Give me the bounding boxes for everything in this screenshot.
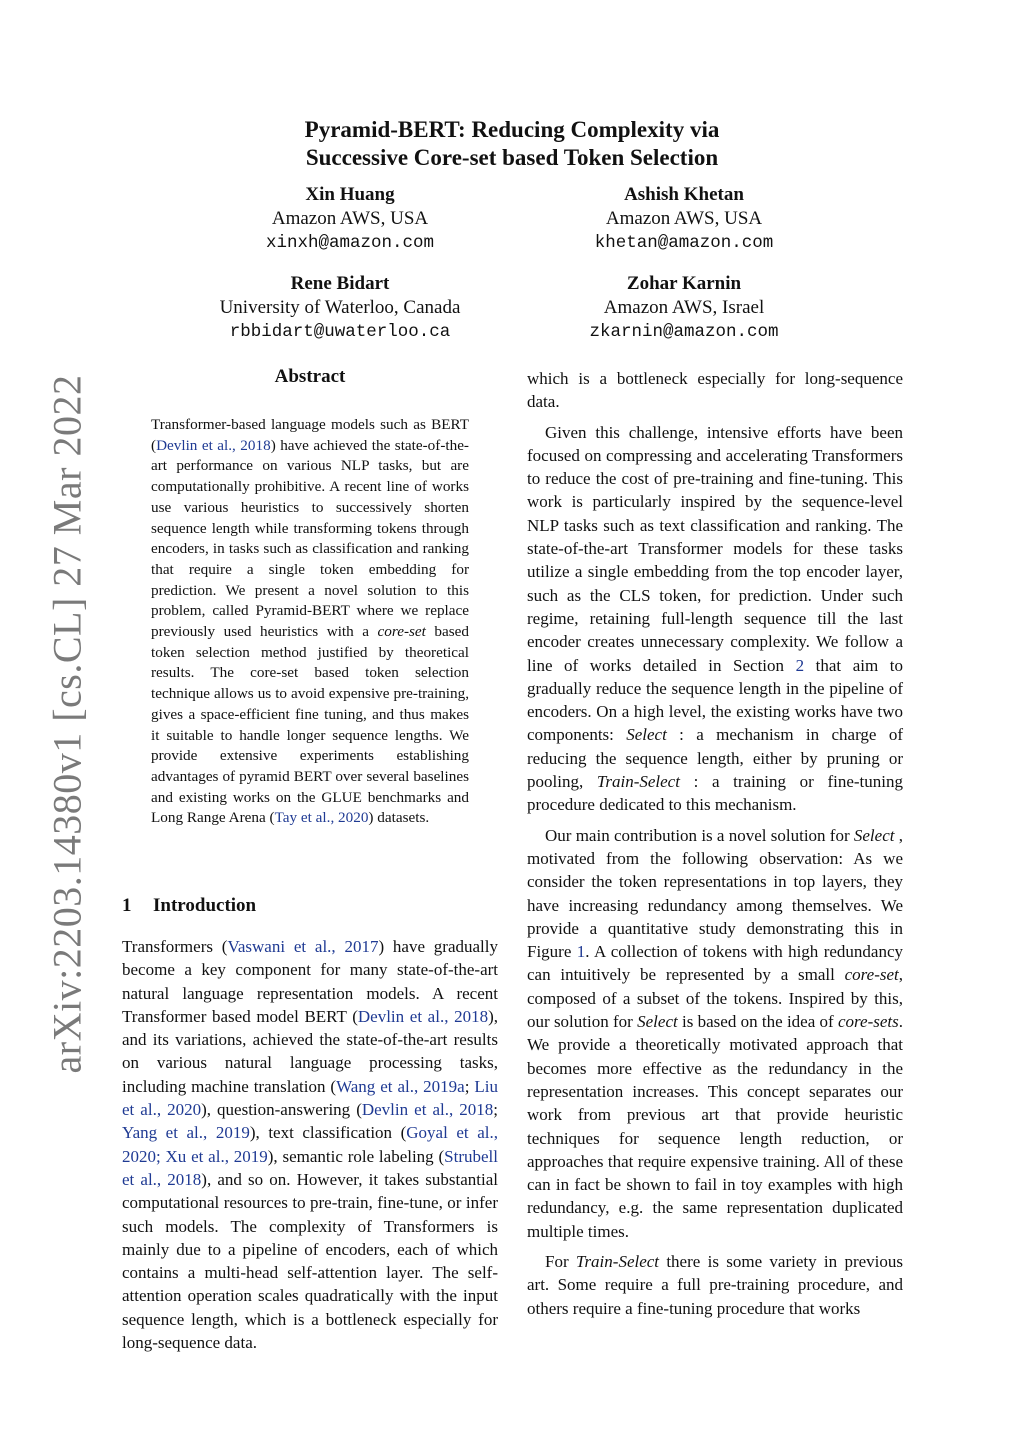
body-text-run: is based on the idea of — [677, 1012, 838, 1032]
citation-link[interactable]: Yang et al., 2019 — [122, 1123, 250, 1143]
emphasis-term: Select — [637, 1012, 678, 1032]
section-title: Introduction — [153, 895, 257, 916]
citation-link[interactable]: Devlin et al., 2018 — [361, 1100, 494, 1120]
author-email[interactable]: xinxh@amazon.com — [265, 233, 435, 253]
body-text-run: which is a bottleneck especially for long-sequence data. — [527, 369, 903, 412]
author-block — [160, 272, 520, 344]
emphasis-term: core-set — [377, 623, 426, 641]
author-email[interactable]: zkarnin@amazon.com — [589, 322, 779, 342]
citation-link[interactable]: Strubell et al., 2018 — [122, 1146, 498, 1189]
body-text-run: : a mechanism in charge of reducing the sequence length, either by pruning or pooling, — [527, 725, 903, 792]
intro-paragraph-1 — [122, 935, 498, 1354]
intro-paragraph-4 — [527, 1250, 903, 1320]
body-text-run: Our main contribution is a novel solution for — [545, 825, 854, 845]
author-block — [504, 272, 864, 344]
body-text-run: For — [545, 1251, 576, 1271]
author-affiliation: Amazon AWS, Israel — [603, 297, 765, 318]
intro-paragraph-1-continued — [527, 367, 903, 414]
body-text-run: ; — [493, 1100, 498, 1120]
title-line-1: Pyramid-BERT: Reducing Complexity via — [304, 117, 720, 142]
section-number: 1 — [122, 895, 132, 916]
citation-link[interactable]: Devlin et al., 2018 — [156, 436, 271, 454]
abstract-text-run: ) have achieved the state-of-the-art performance on various NLP tasks, but are computationally prohibitive. A recent line of works use various heuristics to successively shorten sequence length while transforming tokens through encoders, in tasks such as classification and ranking that require a single token embedding for prediction. We present a novel solution to this problem, called Pyramid-BERT where we replace previously used heuristics with a — [151, 436, 469, 641]
intro-paragraph-2 — [527, 421, 903, 817]
body-text-run: Transformers ( — [122, 937, 228, 956]
author-block — [170, 183, 530, 255]
author-email[interactable]: rbbidart@uwaterloo.ca — [229, 322, 451, 342]
author-name: Rene Bidart — [290, 273, 390, 294]
abstract-text-run: based token selection method justified by theoretical results. The core-set based token selection technique allows us to avoid expensive pre-training, gives a space-efficient fine tuning, and thus makes it suitable to handle longer sequence lengths. We provide extensive experiments establishing advantages of pyramid BERT over several baselines and existing works on the GLUE benchmarks and Long Range Arena ( — [151, 623, 469, 827]
abstract-text-run: Transformer-based language models such as BERT ( — [151, 416, 469, 454]
figure-ref-link[interactable]: 1 — [576, 942, 586, 962]
abstract-text-run: ) datasets. — [368, 809, 430, 827]
section-heading-introduction — [122, 895, 256, 917]
abstract-heading: Abstract — [274, 366, 346, 387]
author-affiliation: University of Waterloo, Canada — [219, 297, 461, 318]
body-text-run: that aim to gradually reduce the sequence length in the pipeline of encoders. On a high level, the existing works have two components: — [527, 655, 903, 745]
body-text-run: . A collection of tokens with high redundancy can intuitively be represented by a small — [527, 942, 903, 985]
emphasis-term: Select — [626, 725, 667, 745]
body-text-run: , composed of a subset of the tokens. Inspired by this, our solution for — [527, 965, 903, 1032]
author-affiliation: Amazon AWS, USA — [605, 208, 763, 229]
body-text-run: there is some variety in previous art. Some require a full pre-training procedure, and others require a fine-tuning procedure that works — [527, 1251, 903, 1318]
emphasis-term: core-set — [844, 965, 899, 985]
emphasis-term: Train-Select — [596, 772, 680, 792]
emphasis-term: Select — [853, 825, 895, 845]
citation-link[interactable]: Goyal et al., 2020; Xu et al., 2019 — [122, 1123, 498, 1166]
body-text-run: ), semantic role labeling ( — [267, 1146, 445, 1166]
body-text-run: ) have gradually become a key component for many state-of-the-art natural language representation models. A recent Transformer based model BERT ( — [122, 937, 499, 1026]
emphasis-term: Train-Select — [575, 1251, 660, 1271]
body-text-run: . We provide a theoretically motivated approach that becomes more effective as the redundancy in the representation increases. This concept separates our work from previous art that provide heuristic techniques for sequence length reduction, or approaches that require expensive training. All of these can in fact be shown to fail in toy examples with high redundancy, e.g. the same representation duplicated multiple times. — [527, 1012, 903, 1241]
body-text-run: ), and so on. However, it takes substantial computational resources to pre-train, fine-tune, or infer such models. The complexity of Transformers is mainly due to a pipeline of encoders, each of which contains a multi-head self-attention layer. The self-attention operation scales quadratically with the input sequence length, which is a bottleneck especially for long-sequence data. — [122, 1169, 498, 1353]
citation-link[interactable]: Liu et al., 2020 — [122, 1076, 498, 1120]
body-text-run: ), and its variations, achieved the state-of-the-art results on various natural language processing tasks, including machine translation ( — [122, 1006, 498, 1096]
body-text-run: : a training or fine-tuning procedure dedicated to this mechanism. — [527, 772, 903, 815]
body-text-run: ), question-answering ( — [201, 1100, 362, 1120]
author-name: Zohar Karnin — [626, 273, 742, 294]
author-block — [504, 183, 864, 255]
citation-link[interactable]: Devlin et al., 2018 — [357, 1006, 489, 1026]
author-affiliation: Amazon AWS, USA — [271, 208, 429, 229]
body-text-run: , motivated from the following observation: As we consider the token representations in top layers, they have increasing redundancy among themselves. We provide a quantitative study demonstrating this in Figure — [527, 825, 903, 962]
body-text-run: ), text classification ( — [249, 1123, 407, 1143]
paper-title — [0, 116, 1024, 172]
right-column — [527, 367, 903, 1320]
abstract-text — [151, 415, 469, 829]
citation-link[interactable]: Tay et al., 2020 — [274, 809, 369, 827]
body-text-run: Given this challenge, intensive efforts have been focused on compressing and accelerating Transformers to reduce the cost of pre-training and fine-tuning. This work is particularly inspired by the sequence-level NLP tasks such as text classification and ranking. The state-of-the-art Transformer models for these tasks utilize a single embedding from the top encoder layer, such as the CLS token, for prediction. Under such regime, retaining full-length sequence till the last encoder creates unnecessary complexity. We follow a line of works detailed in Section — [527, 422, 903, 675]
emphasis-term: core-sets — [838, 1012, 899, 1032]
intro-paragraph-3 — [527, 824, 903, 1243]
author-name: Xin Huang — [305, 184, 395, 205]
section-ref-link[interactable]: 2 — [795, 655, 805, 675]
author-name: Ashish Khetan — [624, 184, 744, 205]
arxiv-stamp-text: arXiv:2203.14380v1 [cs.CL] 27 Mar 2022 — [44, 374, 90, 1074]
citation-link[interactable]: Wang et al., 2019a — [336, 1076, 465, 1096]
author-email[interactable]: khetan@amazon.com — [594, 233, 774, 253]
body-text-run: ; — [464, 1076, 475, 1096]
title-line-2: Successive Core-set based Token Selection — [305, 145, 719, 170]
citation-link[interactable]: Vaswani et al., 2017 — [227, 937, 379, 956]
